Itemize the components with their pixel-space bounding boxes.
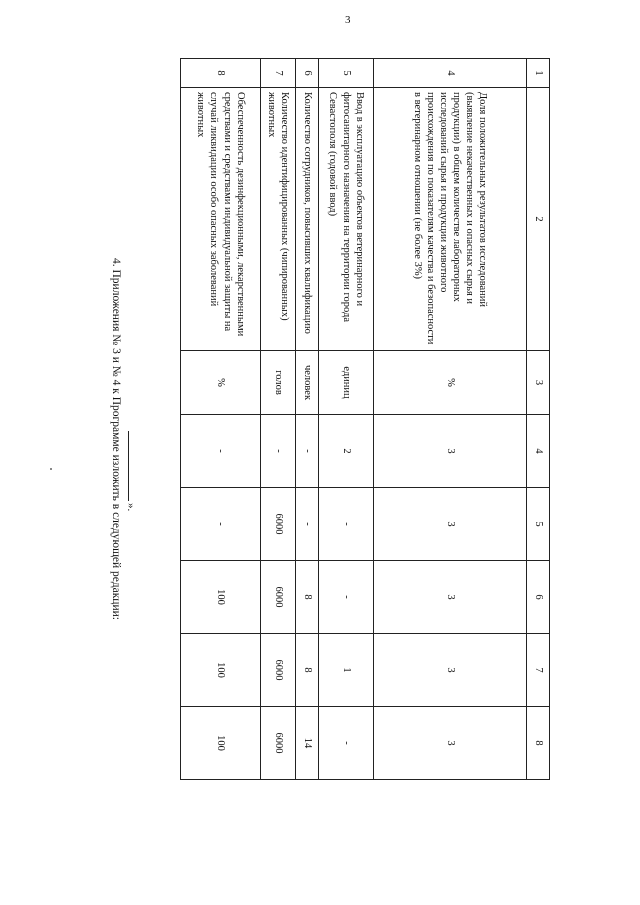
signature-line (128, 431, 137, 501)
scan-speck (50, 468, 52, 470)
indicator-name: Ввод в эксплуатацию объектов ветеринарного и фитосанитарного назначения на территории города Севастополя (годовой ввод) (319, 88, 374, 351)
value-cell: 1 (319, 634, 374, 707)
value-cell: 100 (181, 707, 261, 780)
amendment-note: 4. Приложения № 3 и № 4 к Программе изложить в следующей редакции: (110, 258, 122, 620)
table-row (296, 59, 319, 780)
value-cell: 6000 (261, 561, 296, 634)
indicator-name: Доля положительных результатов исследований (выявление некачественных и опасных сырья и продукции) в общем количестве лабораторных исследований сырья и продукции животного происхождения по показателям качества и безопасности в ветеринарном отношении (не более 3%) (374, 88, 527, 351)
value-cell: 100 (181, 634, 261, 707)
indicator-name: Количество сотрудников, повысивших квалификацию (296, 88, 319, 351)
row-number: 5 (319, 59, 374, 88)
value-cell: - (296, 415, 319, 488)
page-number: 3 (345, 14, 351, 26)
row-number: 7 (261, 59, 296, 88)
value-cell: 14 (296, 707, 319, 780)
table-header-row (527, 59, 550, 780)
value-cell: 3 (374, 561, 527, 634)
value-cell: - (181, 415, 261, 488)
value-cell: 100 (181, 561, 261, 634)
header-cell: 8 (527, 707, 550, 780)
value-cell: - (181, 488, 261, 561)
header-cell: 4 (527, 415, 550, 488)
value-cell: - (261, 415, 296, 488)
table-row (181, 59, 261, 780)
value-cell: 8 (296, 634, 319, 707)
value-cell: 3 (374, 707, 527, 780)
closing-mark (125, 431, 137, 511)
row-number: 6 (296, 59, 319, 88)
indicator-name: Количество идентифицированных (чипированных) животных (261, 88, 296, 351)
unit-cell: единиц (319, 351, 374, 415)
rotated-page-content (110, 58, 550, 846)
table-row (261, 59, 296, 780)
value-cell: 6000 (261, 707, 296, 780)
value-cell: 2 (319, 415, 374, 488)
row-number: 4 (374, 59, 527, 88)
value-cell: - (296, 488, 319, 561)
closing-quote: ». (125, 503, 137, 512)
header-cell: 3 (527, 351, 550, 415)
header-cell: 2 (527, 88, 550, 351)
header-cell: 7 (527, 634, 550, 707)
header-cell: 6 (527, 561, 550, 634)
unit-cell: % (374, 351, 527, 415)
value-cell: 6000 (261, 488, 296, 561)
unit-cell: % (181, 351, 261, 415)
unit-cell: человек (296, 351, 319, 415)
value-cell: - (319, 561, 374, 634)
indicator-name: Обеспеченность дезинфекционными, лекарственными средствами и средствами индивидуальной защиты на случай ликвидации особо опасных заболеваний животных (181, 88, 261, 351)
header-cell: 1 (527, 59, 550, 88)
row-number: 8 (181, 59, 261, 88)
value-cell: 6000 (261, 634, 296, 707)
value-cell: 8 (296, 561, 319, 634)
value-cell: 3 (374, 415, 527, 488)
table-row (374, 59, 527, 780)
header-cell: 5 (527, 488, 550, 561)
value-cell: - (319, 488, 374, 561)
value-cell: - (319, 707, 374, 780)
value-cell: 3 (374, 488, 527, 561)
indicators-table (180, 58, 550, 780)
unit-cell: голов (261, 351, 296, 415)
value-cell: 3 (374, 634, 527, 707)
table-row (319, 59, 374, 780)
